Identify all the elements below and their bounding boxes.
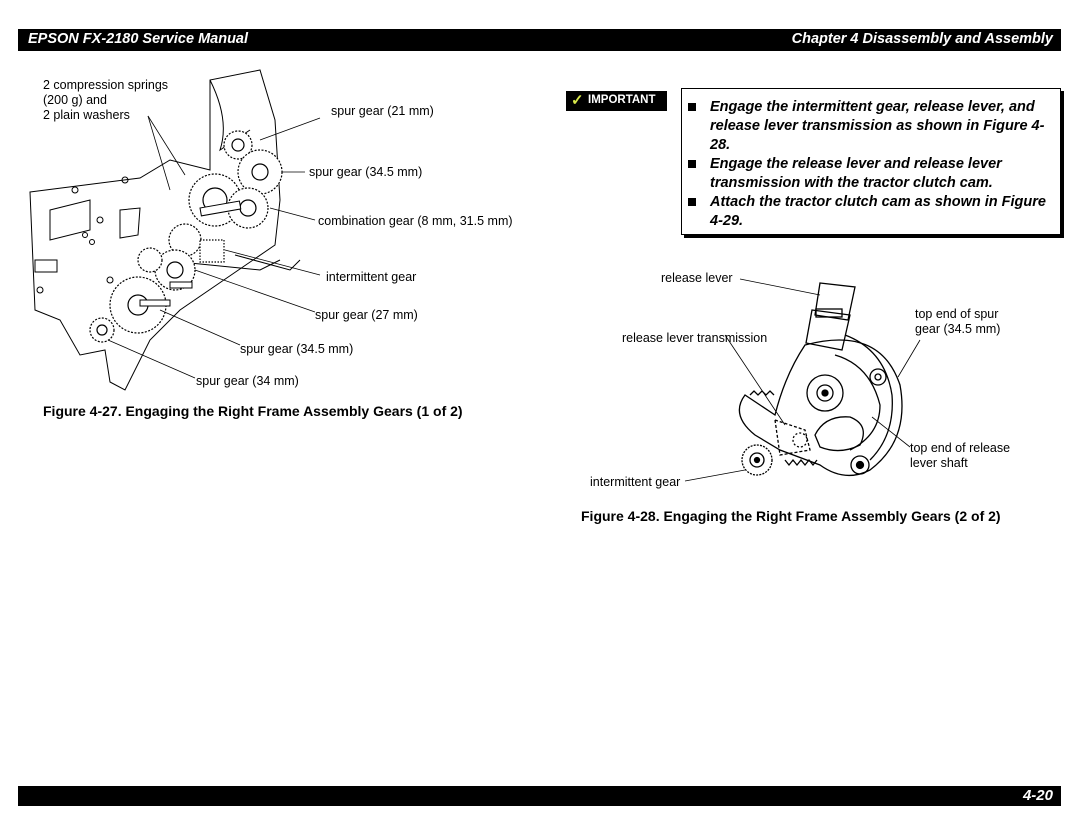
label-release-lever-transmission: release lever transmission bbox=[622, 331, 768, 345]
label-intermittent-gear-1: intermittent gear bbox=[326, 270, 417, 284]
label-spur-gear-34-5-a: spur gear (34.5 mm) bbox=[309, 165, 423, 179]
note-item-text: Attach the tractor clutch cam as shown in Figure 4-29. bbox=[710, 194, 1046, 229]
label-plain-washers: 2 plain washers bbox=[43, 108, 130, 122]
important-note-box bbox=[681, 88, 1061, 235]
label-compression-springs: 2 compression springs bbox=[43, 78, 169, 92]
spur-gear-plate bbox=[739, 340, 902, 475]
manual-title: EPSON FX-2180 Service Manual bbox=[28, 31, 249, 47]
checkmark-icon: ✓ bbox=[571, 92, 584, 109]
bullet-icon bbox=[688, 198, 696, 206]
label-combination-gear: combination gear (8 mm, 31.5 mm) bbox=[318, 214, 513, 228]
page-number: 4-20 bbox=[1022, 787, 1053, 804]
label-spur-gear-34: spur gear (34 mm) bbox=[196, 374, 299, 388]
label-top-end-release-2: lever shaft bbox=[910, 456, 968, 470]
bullet-icon bbox=[688, 160, 696, 168]
footer-bar bbox=[18, 786, 1061, 806]
label-top-end-spur-2: gear (34.5 mm) bbox=[915, 322, 1001, 336]
important-label: IMPORTANT bbox=[588, 94, 656, 106]
figure-4-27-caption: Figure 4-27. Engaging the Right Frame Assembly Gears (1 of 2) bbox=[43, 403, 463, 419]
label-top-end-spur-1: top end of spur bbox=[915, 307, 999, 321]
note-item-text: Engage the release lever and release lever transmission with the tractor clutch cam. bbox=[710, 156, 1002, 191]
figure-4-28-drawing bbox=[580, 265, 1060, 495]
chapter-title: Chapter 4 Disassembly and Assembly bbox=[791, 31, 1053, 47]
header-bar bbox=[18, 29, 1061, 51]
label-spur-gear-34-5-b: spur gear (34.5 mm) bbox=[240, 342, 354, 356]
bullet-icon bbox=[688, 103, 696, 111]
important-badge bbox=[566, 91, 667, 111]
label-spur-gear-27: spur gear (27 mm) bbox=[315, 308, 418, 322]
label-spur-gear-21: spur gear (21 mm) bbox=[331, 104, 434, 118]
label-top-end-release-1: top end of release bbox=[910, 441, 1011, 455]
label-release-lever: release lever bbox=[661, 271, 733, 285]
figure-4-28-caption: Figure 4-28. Engaging the Right Frame Assembly Gears (2 of 2) bbox=[581, 508, 1001, 524]
label-intermittent-gear-2: intermittent gear bbox=[590, 475, 681, 489]
note-item-text: Engage the intermittent gear, release lever, and release lever transmission as shown in Figure 4-28. bbox=[710, 99, 1045, 153]
label-springs-weight: (200 g) and bbox=[43, 93, 107, 107]
